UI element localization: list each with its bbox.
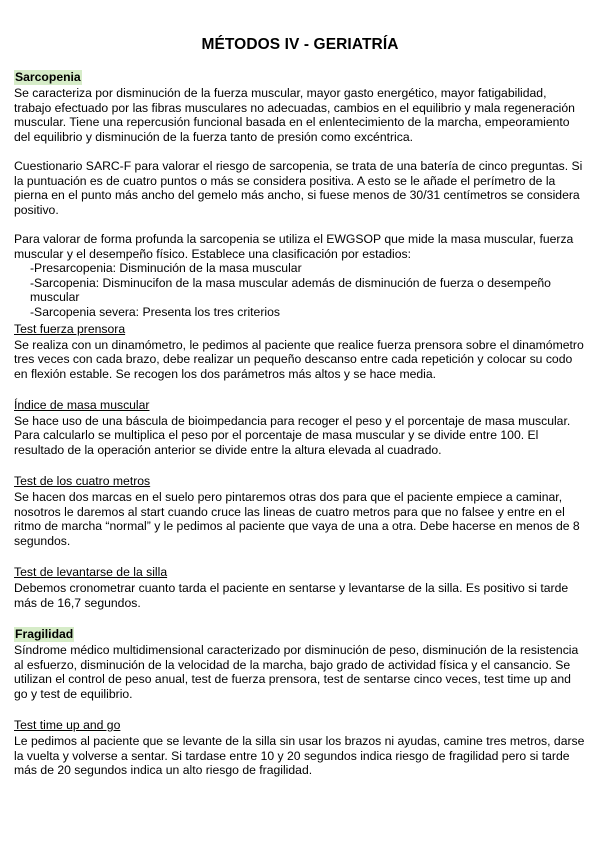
section-heading-fragilidad: Fragilidad [15,627,74,641]
ewgsop-paragraph: Para valorar de forma profunda la sarcopenia se utiliza el EWGSOP que mide la masa muscular, fuerza muscular y el desempeño físico. Establece una clasificación por estadios: [14,231,574,261]
subheading-fuerza-prensora: Test fuerza prensora [14,321,126,336]
masa-muscular-text: Se hace uso de una báscula de bioimpedancia para recoger el peso y el porcentaje de masa muscular. Para calcularlo se multiplica el peso por el porcentaje de masa muscular y se divide entre 100. El resultado de la operación anterior se divide entre la altura elevada al cuadrado. [14,413,571,458]
fuerza-prensora-text: Se realiza con un dinamómetro, le pedimos al paciente que realice fuerza prensora sobre el dinamómetro tres veces con cada brazo, debe realizar un pequeño descanso entre cada repetición y colocar su codo en flexión estable. Se recogen los dos parámetros más altos y se hace media. [14,337,584,381]
section-heading-sarcopenia: Sarcopenia [15,70,81,84]
subheading-levantarse-silla: Test de levantarse de la silla [14,565,168,580]
list-item: -Presarcopenia: Disminución de la masa muscular [30,261,302,276]
list-item: -Sarcopenia: Disminucifon de la masa muscular además de disminución de fuerza o desempeño muscular [30,275,551,305]
subheading-time-up-and-go: Test time up and go [14,717,121,732]
time-up-and-go-text: Le pedimos al paciente que se levante de la silla sin usar los brazos ni ayudas, camine tres metros, darse la vuelta y volverse a sentar. Si tardase entre 10 y 20 segundos indica riesgo de fragilidad pero si tarde más de 20 segundos indica un alto riesgo de fragilidad. [14,733,585,778]
sarc-f-paragraph: Cuestionario SARC-F para valorar el riesgo de sarcopenia, se trata de una batería de cinco preguntas. Si la puntuación es de cuatro puntos o más se considera positiva. A esto se le añade el perímetro de la pierna en el punto más ancho del gemelo más ancho, si fuese menos de 30/31 centímetros se considera positivo. [14,158,583,217]
levantarse-silla-text: Debemos cronometrar cuanto tarda el paciente en sentarse y levantarse de la silla. Es positivo si tarde más de 16,7 segundos. [14,581,569,610]
page-title: MÉTODOS IV - GERIATRÍA [201,36,399,53]
subheading-masa-muscular: Índice de masa muscular [14,397,150,412]
stages-list [14,261,586,319]
cuatro-metros-text: Se hacen dos marcas en el suelo pero pintaremos otras dos para que el paciente empiece a caminar, nosotros le daremos al start cuando cruce las lineas de cuatro metros para que no falsee y entre en el ritmo de marcha “normal” y le pedimos al paciente que vaya de una a otra. Debe hacerse en menos de 8 segundos. [14,490,580,549]
sarcopenia-definition: Se caracteriza por disminución de la fuerza muscular, mayor gasto energético, mayor fatigabilidad, trabajo efectuado por las fibras musculares no adecuadas, cambios en el equilibrio y mala regeneración muscular. Tiene una repercusión funcional basada en el enlentecimiento de la marcha, empeoramiento del equilibrio y disminución de la fuerza tanto de presión como excéntrica. [14,86,575,144]
subheading-cuatro-metros: Test de los cuatro metros [14,474,151,489]
list-item: -Sarcopenia severa: Presenta los tres criterios [30,304,280,319]
fragilidad-text: Síndrome médico multidimensional caracterizado por disminución de peso, disminución de la resistencia al esfuerzo, disminución de la velocidad de la marcha, bajo grado de actividad física y el cansancio. Se utilizan el control de peso anual, test de fuerza prensora, test de sentarse cinco veces, test time up and go y test de equilibrio. [14,643,579,701]
